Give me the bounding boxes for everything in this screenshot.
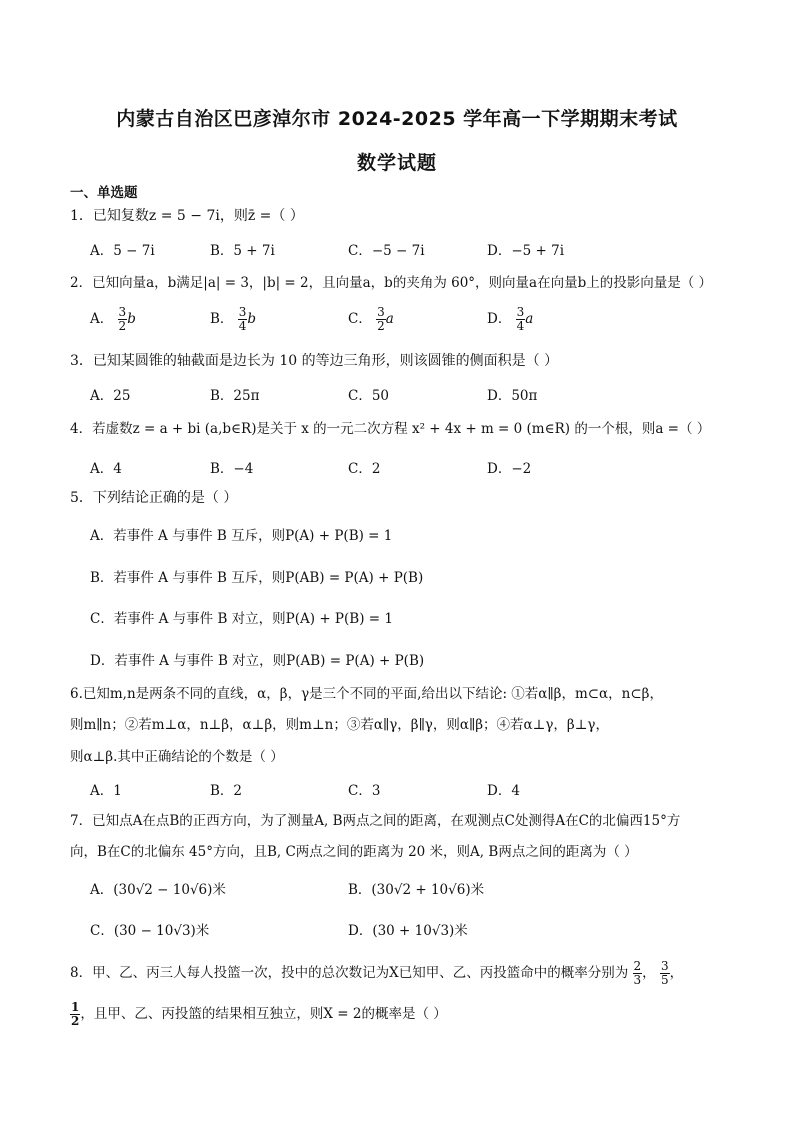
question-8-text: 8．甲、乙、丙三人每人投篮一次，投中的总次数记为X已知甲、乙、丙投篮命中的概率分别为 <box>70 965 629 981</box>
question-7-option-a: A．(30√2 − 10√6)米 <box>90 882 226 898</box>
question-5-option-a: A．若事件 A 与事件 B 互斥，则P(A) + P(B) = 1 <box>90 528 393 544</box>
option-label: A． <box>90 311 114 327</box>
question-5-option-c: C．若事件 A 与事件 B 对立，则P(A) + P(B) = 1 <box>90 611 393 627</box>
question-6-option-b: B．2 <box>210 783 243 799</box>
question-4-option-a: A．4 <box>90 461 122 477</box>
numerator: 3 <box>238 305 247 319</box>
denominator: 2 <box>377 319 385 333</box>
question-3-option-b: B．25π <box>210 388 260 404</box>
numerator: 3 <box>660 959 669 973</box>
question-5-stem: 5．下列结论正确的是（ ） <box>70 490 238 506</box>
exam-title: 内蒙古自治区巴彦淖尔市 2024-2025 学年高一下学期期末考试 <box>116 108 678 130</box>
question-3-option-c: C．50 <box>348 388 390 404</box>
question-2-option-c <box>348 306 394 333</box>
numerator: 2 <box>633 959 642 973</box>
question-5-option-b: B．若事件 A 与事件 B 互斥，则P(AB) = P(A) + P(B) <box>90 570 424 586</box>
option-label: D． <box>487 311 512 327</box>
question-2-option-a <box>90 306 136 333</box>
vector-symbol: b <box>127 311 136 327</box>
numerator: 1 <box>71 1000 80 1014</box>
question-8-stem-line-2 <box>70 1001 730 1028</box>
question-3-option-a: A．25 <box>90 388 131 404</box>
numerator: 3 <box>516 305 525 319</box>
denominator: 2 <box>118 319 127 333</box>
fraction <box>660 960 670 987</box>
section-label: 一、单选题 <box>70 185 138 201</box>
numerator: 3 <box>377 305 385 319</box>
question-1-option-b: B．5 + 7i <box>210 243 275 259</box>
question-6-option-a: A．1 <box>90 783 122 799</box>
question-7-option-c: C．(30 − 10√3)米 <box>90 923 210 939</box>
question-6-option-c: C．3 <box>348 783 381 799</box>
option-label: B． <box>210 311 234 327</box>
question-1-option-d: D．−5 + 7i <box>487 243 565 259</box>
denominator: 4 <box>516 319 525 333</box>
question-7-stem-line-1: 7．已知点A在点B的正西方向，为了测量A, B两点之间的距离，在观测点C处测得A在C的北偏西15°方 <box>70 813 681 829</box>
question-4-option-b: B．−4 <box>210 461 254 477</box>
question-4-option-d: D．−2 <box>487 461 532 477</box>
question-1-option-a: A．5 − 7i <box>90 243 155 259</box>
question-6-stem-line-2: 则m∥n；②若m⊥α，n⊥β，α⊥β，则m⊥n；③若α∥γ，β∥γ，则α∥β；④若α⊥γ，β⊥γ， <box>70 717 609 733</box>
fraction <box>118 306 128 333</box>
question-2-option-d <box>487 306 533 333</box>
question-7-stem-line-2: 向，B在C的北偏东 45°方向，且B, C两点之间的距离为 20 米，则A, B两点之间的距离为（ ） <box>70 844 638 860</box>
question-7-option-d: D．(30 + 10√3)米 <box>348 923 468 939</box>
denominator: 3 <box>633 973 642 987</box>
question-3-stem: 3．已知某圆锥的轴截面是边长为 10 的等边三角形，则该圆锥的侧面积是（ ） <box>70 353 559 369</box>
exam-subtitle: 数学试题 <box>356 152 437 174</box>
question-6-stem-line-1: 6.已知m,n是两条不同的直线，α，β，γ是三个不同的平面,给出以下结论: ①若α∥β，m⊂α，n⊂β， <box>70 686 663 702</box>
fraction <box>376 306 386 333</box>
vector-symbol: a <box>525 311 534 327</box>
denominator: 4 <box>238 319 247 333</box>
fraction <box>516 306 526 333</box>
denominator: 5 <box>660 973 669 987</box>
numerator: 3 <box>118 305 127 319</box>
question-6-option-d: D．4 <box>487 783 520 799</box>
question-5-option-d: D．若事件 A 与事件 B 对立，则P(AB) = P(A) + P(B) <box>90 653 425 669</box>
vector-symbol: a <box>385 311 394 327</box>
question-8-text: ，且甲、乙、丙投篮的结果相互独立，则X = 2的概率是（ ） <box>80 1006 447 1022</box>
question-7-option-b: B．(30√2 + 10√6)米 <box>348 882 485 898</box>
question-3-option-d: D．50π <box>487 388 538 404</box>
fraction <box>70 1001 80 1028</box>
fraction <box>238 306 248 333</box>
denominator: 2 <box>71 1014 80 1028</box>
vector-symbol: b <box>247 311 257 327</box>
question-2-option-b <box>210 306 256 333</box>
question-4-option-c: C．2 <box>348 461 381 477</box>
fraction <box>633 960 643 987</box>
question-4-stem: 4．若虚数z = a + bi (a,b∈R)是关于 x 的一元二次方程 x² + 4x + m = 0 (m∈R) 的一个根，则a =（ ） <box>70 421 711 437</box>
question-6-stem-line-3: 则α⊥β.其中正确结论的个数是（ ） <box>70 749 284 765</box>
question-1-option-c: C．−5 − 7i <box>348 243 425 259</box>
question-2-stem: 2．已知向量a，b满足|a| = 3，|b| = 2，且向量a，b的夹角为 60°，则向量a在向量b上的投影向量是（ ） <box>70 275 713 291</box>
question-8-stem-line-1: 8．甲、乙、丙三人每人投篮一次，投中的总次数记为X已知甲、乙、丙投篮命中的概率分别为 $\frac{2}{3}$ ， $\frac{3}{5}$ ， <box>70 959 684 987</box>
option-label: C． <box>348 311 372 327</box>
question-1-stem: 1．已知复数z = 5 − 7i，则z̄ =（ ） <box>70 208 304 224</box>
